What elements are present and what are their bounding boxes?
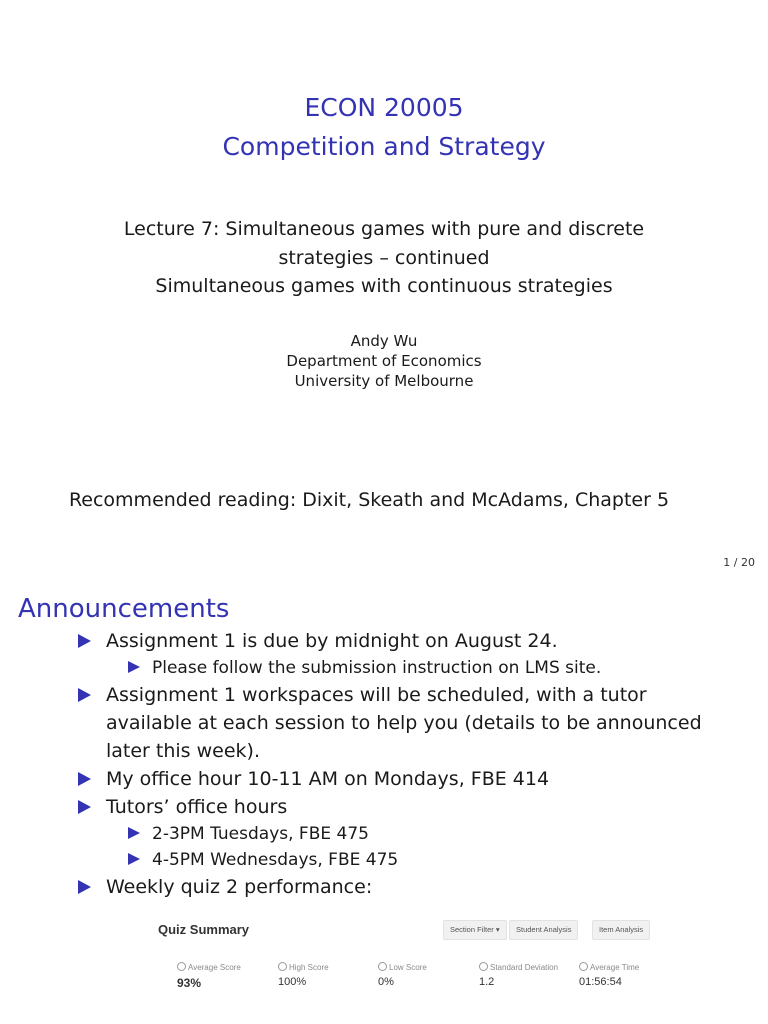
score-icon — [378, 962, 387, 971]
lecture-line: strategies – continued — [278, 246, 490, 269]
triangle-bullet-icon — [78, 880, 91, 894]
student-analysis-button[interactable]: Student Analysis — [509, 920, 578, 940]
university: University of Melbourne — [294, 372, 474, 390]
lecture-line: Lecture 7: Simultaneous games with pure and discrete — [123, 218, 645, 240]
triangle-bullet-icon — [78, 634, 91, 648]
author-block — [0, 331, 768, 391]
triangle-bullet-icon — [128, 853, 140, 865]
stat-average-time: Average Time 01:56:54 — [579, 963, 640, 988]
department: Department of Economics — [286, 352, 482, 370]
clock-icon — [579, 962, 588, 971]
slide-title: Announcements — [18, 594, 230, 624]
bullet-list — [0, 627, 768, 901]
triangle-bullet-icon — [78, 772, 91, 786]
item-analysis-button[interactable]: Item Analysis — [592, 920, 650, 940]
list-item: Assignment 1 workspaces will be scheduled, with a tutor available at each session to help you (details to be announced later this week). — [0, 681, 768, 765]
quiz-summary-screenshot — [150, 912, 670, 1024]
lecture-line: Simultaneous games with continuous strategies — [155, 275, 613, 297]
page-number: 1 / 20 — [723, 556, 755, 569]
lecture-title — [90, 215, 678, 301]
stat-average-score: Average Score 93% — [177, 963, 241, 990]
author-name: Andy Wu — [350, 332, 418, 350]
triangle-bullet-icon — [78, 800, 91, 814]
score-icon — [278, 962, 287, 971]
list-item: Weekly quiz 2 performance: — [0, 873, 768, 901]
announcements-slide — [0, 580, 768, 1024]
list-item: Assignment 1 is due by midnight on August 24. — [0, 627, 768, 655]
deviation-icon — [479, 962, 488, 971]
stat-high-score: High Score 100% — [278, 963, 329, 988]
quiz-summary-title: Quiz Summary — [158, 922, 250, 937]
score-icon — [177, 962, 186, 971]
list-item: Tutors’ office hours — [0, 793, 768, 821]
sub-list-item: Please follow the submission instruction on LMS site. — [0, 655, 768, 681]
triangle-bullet-icon — [78, 688, 91, 702]
sub-list-item: 4-5PM Wednesdays, FBE 475 — [0, 847, 768, 873]
stat-standard-deviation: Standard Deviation 1.2 — [479, 963, 559, 988]
recommended-reading: Recommended reading: Dixit, Skeath and McAdams, Chapter 5 — [68, 489, 670, 511]
triangle-bullet-icon — [128, 827, 140, 839]
triangle-bullet-icon — [128, 661, 140, 673]
course-name: Competition and Strategy — [222, 132, 546, 161]
stat-low-score: Low Score 0% — [378, 963, 427, 988]
list-item: My office hour 10-11 AM on Mondays, FBE 414 — [0, 765, 768, 793]
section-filter-button[interactable]: Section Filter ▾ — [443, 920, 507, 940]
sub-list-item: 2-3PM Tuesdays, FBE 475 — [0, 821, 768, 847]
course-code: ECON 20005 — [304, 93, 464, 122]
